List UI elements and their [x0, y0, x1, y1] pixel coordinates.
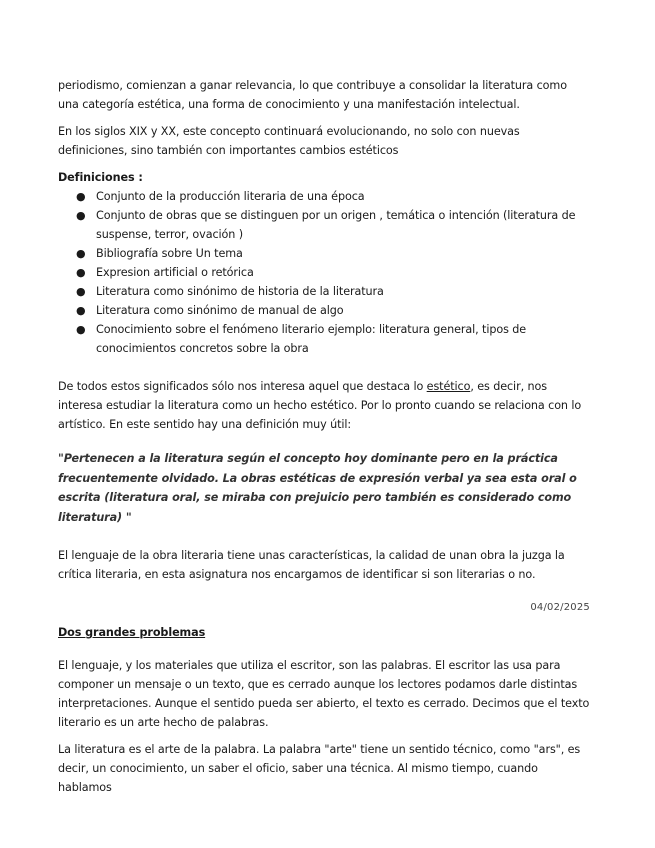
bullet-icon: ● — [76, 323, 86, 336]
paragraph-intro: periodismo, comienzan a ganar relevancia, lo que contribuye a consolidar la literatura como una categoría estética, una forma de conocimiento y una manifestación intelectual. — [58, 79, 567, 111]
paragraph-siglos: En los siglos XIX y XX, este concepto continuará evolucionando, no solo con nuevas definiciones, sino también con importantes cambios estéticos — [58, 125, 520, 157]
bullet-icon: ● — [76, 190, 86, 203]
list-item: ● Conjunto de la producción literaria de una época — [58, 187, 590, 206]
list-item: ● Literatura como sinónimo de historia de la literatura — [58, 282, 590, 301]
list-item: ● Literatura como sinónimo de manual de algo — [58, 301, 590, 320]
list-item: ● Conjunto de obras que se distinguen por un origen , temática o intención (literatura de suspense, terror, ovación ) — [58, 206, 590, 244]
bullet-icon: ● — [76, 285, 86, 298]
document-page — [58, 76, 590, 797]
paragraph-lenguaje: El lenguaje de la obra literaria tiene unas características, la calidad de unan obra la juzga la crítica literaria, en esta asignatura nos encargamos de identificar si son literarias o no. — [58, 549, 565, 581]
definitions-heading: Definiciones : — [58, 171, 143, 184]
underlined-term: estético — [426, 380, 471, 393]
bullet-icon: ● — [76, 304, 86, 317]
list-item: ● Expresion artificial o retórica — [58, 263, 590, 282]
list-item: ● Bibliografía sobre Un tema — [58, 244, 590, 263]
paragraph-palabras: El lenguaje, y los materiales que utiliza el escritor, son las palabras. El escritor las usa para componer un mensaje o un texto, que es cerrado aunque los lectores podamos darle distintas interpretaciones. Aunque el sentido pueda ser abierto, el texto es cerrado. Decimos que el texto literario es un arte hecho de palabras. — [58, 659, 590, 729]
list-item: ● Conocimiento sobre el fenómeno literario ejemplo: literatura general, tipos de conocimientos concretos sobre la obra — [58, 320, 590, 358]
bullet-icon: ● — [76, 247, 86, 260]
paragraph-arte: La literatura es el arte de la palabra. La palabra "arte" tiene un sentido técnico, como "ars", es decir, un conocimiento, un saber el oficio, saber una técnica. Al mismo tiempo, cuando hablamos — [58, 743, 581, 794]
paragraph-estetico: De todos estos significados sólo nos interesa aquel que destaca lo estético, es decir, nos interesa estudiar la literatura como un hecho estético. Por lo pronto cuando se relaciona con lo artístico. En este sentido hay una definición muy útil: — [58, 380, 582, 431]
definitions-list — [58, 187, 590, 358]
bullet-icon: ● — [76, 266, 86, 279]
definition-quote: "Pertenecen a la literatura según el concepto hoy dominante pero en la práctica frecuentemente olvidado. La obras estéticas de expresión verbal ya sea esta oral o escrita (literatura oral, se miraba con prejuicio pero también es considerado como literatura) " — [58, 452, 577, 524]
bullet-icon: ● — [76, 209, 86, 222]
date-stamp: 04/02/2025 — [530, 602, 590, 613]
section-title: Dos grandes problemas — [58, 626, 206, 639]
